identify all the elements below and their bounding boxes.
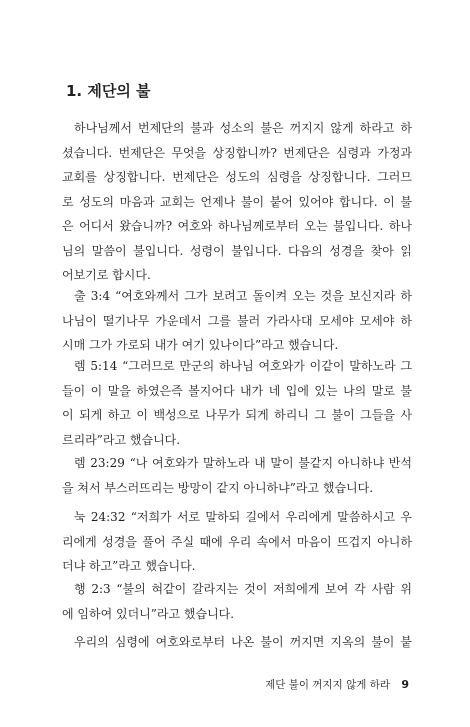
paragraph-intro bbox=[62, 116, 412, 288]
text-line: 우리의 심령에 여호와로부터 나온 불이 꺼지면 지옥의 불이 붙 bbox=[74, 635, 412, 649]
text-line: 들이 이 말을 하였은즉 볼지어다 내가 네 입에 있는 나의 말로 불 bbox=[62, 383, 412, 398]
text-line: 나님이 떨기나무 가운데서 그를 불러 가라사대 모세야 모세야 하 bbox=[62, 313, 412, 328]
paragraph-closing bbox=[62, 630, 412, 655]
paragraph-jeremiah-5 bbox=[62, 354, 412, 452]
text-line: 출 3:4 “여호와께서 그가 보려고 돌이켜 오는 것을 보신지라 하 bbox=[74, 289, 412, 303]
text-line: 어보기로 합시다. bbox=[62, 268, 151, 282]
text-line: 셨습니다. 번제단은 무엇을 상징합니까? 번제단은 심령과 가정과 bbox=[62, 145, 412, 160]
text-line: 을 쳐서 부스러뜨리는 방망이 같지 아니하냐”라고 했습니다. bbox=[62, 480, 374, 495]
text-line: 더냐 하고”라고 했습니다. bbox=[62, 559, 196, 573]
text-line: 로 성도의 마음과 교회는 언제나 불이 붙어 있어야 합니다. 이 불 bbox=[62, 194, 412, 209]
text-line: 리에게 성경을 풀어 주실 때에 우리 속에서 마음이 뜨겁지 아니하 bbox=[62, 534, 412, 549]
text-line: 눅 24:32 “저희가 서로 말하되 길에서 우리에게 말씀하시고 우 bbox=[74, 510, 412, 524]
text-line: 님의 말씀이 불입니다. 성령이 불입니다. 다음의 성경을 찾아 읽 bbox=[62, 243, 412, 258]
paragraph-luke bbox=[62, 505, 412, 579]
text-line: 이 되게 하고 이 백성으로 나무가 되게 하리니 그 불이 그들을 사 bbox=[62, 408, 412, 422]
text-line: 하나님께서 번제단의 불과 성소의 불은 꺼지지 않게 하라고 하 bbox=[74, 121, 412, 135]
running-title: 제단 불이 꺼지지 않게 하라 bbox=[265, 679, 390, 691]
text-line: 은 어디서 왔습니까? 여호와 하나님께로부터 오는 불입니다. 하나 bbox=[62, 219, 412, 233]
text-line: 렘 23:29 “나 여호와가 말하노라 내 말이 불같지 아니하냐 반석 bbox=[74, 456, 412, 470]
section-heading: 1. 제단의 불 bbox=[66, 82, 151, 100]
paragraph-exodus bbox=[62, 284, 412, 358]
text-line: 행 2:3 “불의 혀같이 갈라지는 것이 저희에게 보여 각 사람 위 bbox=[74, 582, 412, 596]
page-footer bbox=[265, 677, 409, 692]
text-line: 시매 그가 가로되 내가 여기 있나이다”라고 했습니다. bbox=[62, 338, 339, 352]
paragraph-acts bbox=[62, 577, 412, 626]
text-line: 렘 5:14 “그러므로 만군의 하나님 여호와가 이같이 말하노라 그 bbox=[74, 359, 412, 373]
page-number: 9 bbox=[401, 678, 409, 691]
text-line: 르리라”라고 했습니다. bbox=[62, 432, 181, 447]
text-line: 교회를 상징합니다. 번제단은 성도의 심령을 상징합니다. 그러므 bbox=[62, 170, 412, 184]
text-line: 에 임하여 있더니”라고 했습니다. bbox=[62, 606, 235, 621]
paragraph-jeremiah-23 bbox=[62, 451, 412, 500]
